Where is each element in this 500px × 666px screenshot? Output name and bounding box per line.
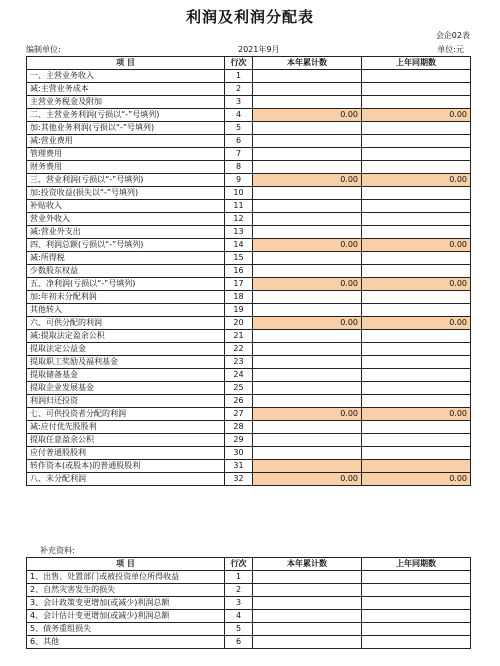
row-current-value xyxy=(253,343,362,356)
form-code: 会企02表 xyxy=(435,31,470,40)
row-current-value xyxy=(253,187,362,200)
row-prior-value xyxy=(362,343,471,356)
row-current-value xyxy=(253,226,362,239)
row-line-number: 5 xyxy=(225,122,253,135)
row-prior-value xyxy=(362,395,471,408)
row-current-value xyxy=(253,161,362,174)
table-row xyxy=(27,135,471,148)
table-row xyxy=(27,252,471,265)
row-current-value xyxy=(253,83,362,96)
table-row xyxy=(27,584,471,597)
row-line-number: 11 xyxy=(225,200,253,213)
row-label: 应付普通股股利 xyxy=(27,447,225,460)
row-line-number: 3 xyxy=(225,96,253,109)
row-label: 减:提取法定盈余公积 xyxy=(27,330,225,343)
row-label: 提取任意盈余公积 xyxy=(27,434,225,447)
row-line-number: 5 xyxy=(225,623,253,636)
preparing-unit-label: 编制单位: xyxy=(26,45,61,54)
row-label: 加:投资收益(损失以“-”号填列) xyxy=(27,187,225,200)
table-row xyxy=(27,623,471,636)
row-label: 2、自然灾害发生的损失 xyxy=(27,584,225,597)
table-row xyxy=(27,304,471,317)
row-label: 主营业务税金及附加 xyxy=(27,96,225,109)
row-line-number: 30 xyxy=(225,447,253,460)
row-current-value: 0.00 xyxy=(253,473,362,486)
row-current-value xyxy=(253,571,362,584)
table-row xyxy=(27,70,471,83)
report-period: 2021年9月 xyxy=(238,45,280,54)
row-prior-value xyxy=(362,96,471,109)
row-label: 6、其他 xyxy=(27,636,225,649)
row-current-value: 0.00 xyxy=(253,239,362,252)
row-label: 三、营业利润(亏损以“-”号填列) xyxy=(27,174,225,187)
row-line-number: 4 xyxy=(225,610,253,623)
row-label: 提取储备基金 xyxy=(27,369,225,382)
main-header-row xyxy=(27,57,471,70)
row-current-value: 0.00 xyxy=(253,317,362,330)
row-current-value xyxy=(253,96,362,109)
row-label: 八、未分配利润 xyxy=(27,473,225,486)
row-prior-value: 0.00 xyxy=(362,317,471,330)
row-prior-value xyxy=(362,70,471,83)
report-title: 利润及利润分配表 xyxy=(185,8,314,26)
table-row xyxy=(27,460,471,473)
row-prior-value xyxy=(362,447,471,460)
table-row xyxy=(27,187,471,200)
row-label: 其他转入 xyxy=(27,304,225,317)
row-prior-value xyxy=(362,265,471,278)
table-row xyxy=(27,369,471,382)
row-prior-value xyxy=(362,623,471,636)
table-row xyxy=(27,174,471,187)
row-prior-value xyxy=(362,382,471,395)
main-table xyxy=(26,56,471,486)
row-prior-value: 0.00 xyxy=(362,239,471,252)
row-line-number: 27 xyxy=(225,408,253,421)
row-current-value: 0.00 xyxy=(253,109,362,122)
table-row xyxy=(27,434,471,447)
row-label: 转作资本(或股本)的普通股股利 xyxy=(27,460,225,473)
table-row xyxy=(27,408,471,421)
row-line-number: 6 xyxy=(225,135,253,148)
supplement-table xyxy=(26,557,471,649)
table-row xyxy=(27,226,471,239)
row-prior-value xyxy=(362,636,471,649)
row-current-value xyxy=(253,460,362,473)
row-current-value xyxy=(253,636,362,649)
row-prior-value xyxy=(362,610,471,623)
row-label: 5、债务重组损失 xyxy=(27,623,225,636)
table-row xyxy=(27,239,471,252)
row-line-number: 2 xyxy=(225,584,253,597)
row-line-number: 23 xyxy=(225,356,253,369)
table-row xyxy=(27,96,471,109)
row-current-value xyxy=(253,623,362,636)
row-current-value xyxy=(253,200,362,213)
supp-header-line: 行次 xyxy=(225,558,253,571)
supplement-header-row xyxy=(27,558,471,571)
row-line-number: 8 xyxy=(225,161,253,174)
row-line-number: 7 xyxy=(225,148,253,161)
row-prior-value xyxy=(362,597,471,610)
table-row xyxy=(27,265,471,278)
row-label: 七、可供投资者分配的利润 xyxy=(27,408,225,421)
row-current-value xyxy=(253,148,362,161)
row-line-number: 17 xyxy=(225,278,253,291)
row-prior-value: 0.00 xyxy=(362,408,471,421)
header-current: 本年累计数 xyxy=(253,57,362,70)
table-row xyxy=(27,636,471,649)
row-current-value: 0.00 xyxy=(253,174,362,187)
row-prior-value xyxy=(362,330,471,343)
row-label: 四、利润总额(亏损以“-”号填列) xyxy=(27,239,225,252)
row-label: 减:主营业务成本 xyxy=(27,83,225,96)
row-line-number: 4 xyxy=(225,109,253,122)
row-prior-value xyxy=(362,304,471,317)
row-line-number: 28 xyxy=(225,421,253,434)
row-line-number: 25 xyxy=(225,382,253,395)
row-line-number: 21 xyxy=(225,330,253,343)
row-label: 六、可供分配的利润 xyxy=(27,317,225,330)
row-label: 补贴收入 xyxy=(27,200,225,213)
table-row xyxy=(27,109,471,122)
row-prior-value xyxy=(362,369,471,382)
row-prior-value xyxy=(362,226,471,239)
row-line-number: 19 xyxy=(225,304,253,317)
row-prior-value xyxy=(362,122,471,135)
row-prior-value xyxy=(362,213,471,226)
row-label: 3、会计政策变更增加(或减少)利润总额 xyxy=(27,597,225,610)
row-label: 管理费用 xyxy=(27,148,225,161)
supp-header-prior: 上年同期数 xyxy=(362,558,471,571)
row-prior-value xyxy=(362,252,471,265)
row-current-value xyxy=(253,252,362,265)
table-row xyxy=(27,382,471,395)
supp-header-item: 项 目 xyxy=(27,558,225,571)
table-row xyxy=(27,447,471,460)
row-line-number: 31 xyxy=(225,460,253,473)
row-line-number: 26 xyxy=(225,395,253,408)
header-prior: 上年同期数 xyxy=(362,57,471,70)
row-line-number: 6 xyxy=(225,636,253,649)
row-prior-value xyxy=(362,421,471,434)
table-row xyxy=(27,278,471,291)
row-prior-value xyxy=(362,187,471,200)
row-prior-value xyxy=(362,148,471,161)
row-label: 少数股东权益 xyxy=(27,265,225,278)
row-current-value xyxy=(253,610,362,623)
row-label: 提取职工奖励及福利基金 xyxy=(27,356,225,369)
row-prior-value xyxy=(362,434,471,447)
table-row xyxy=(27,317,471,330)
row-label: 提取企业发展基金 xyxy=(27,382,225,395)
row-current-value xyxy=(253,213,362,226)
supplement-title: 补充资料: xyxy=(40,546,75,555)
table-row xyxy=(27,395,471,408)
row-current-value xyxy=(253,447,362,460)
row-current-value xyxy=(253,304,362,317)
row-prior-value xyxy=(362,200,471,213)
row-prior-value xyxy=(362,291,471,304)
row-prior-value xyxy=(362,356,471,369)
row-current-value xyxy=(253,434,362,447)
row-current-value xyxy=(253,597,362,610)
row-label: 营业外收入 xyxy=(27,213,225,226)
row-label: 加:其他业务利润(亏损以“-”号填列) xyxy=(27,122,225,135)
row-label: 五、净利润(亏损以“-”号填列) xyxy=(27,278,225,291)
row-label: 财务费用 xyxy=(27,161,225,174)
table-row xyxy=(27,473,471,486)
row-label: 利润归还投资 xyxy=(27,395,225,408)
row-prior-value: 0.00 xyxy=(362,473,471,486)
row-line-number: 13 xyxy=(225,226,253,239)
row-prior-value xyxy=(362,460,471,473)
table-row xyxy=(27,291,471,304)
table-row xyxy=(27,597,471,610)
table-row xyxy=(27,161,471,174)
row-line-number: 18 xyxy=(225,291,253,304)
row-line-number: 22 xyxy=(225,343,253,356)
table-row xyxy=(27,148,471,161)
row-line-number: 20 xyxy=(225,317,253,330)
row-label: 4、会计估计变更增加(或减少)利润总额 xyxy=(27,610,225,623)
row-line-number: 3 xyxy=(225,597,253,610)
table-row xyxy=(27,200,471,213)
table-row xyxy=(27,421,471,434)
row-label: 提取法定公益金 xyxy=(27,343,225,356)
row-current-value: 0.00 xyxy=(253,408,362,421)
row-label: 减:应付优先股股利 xyxy=(27,421,225,434)
report-meta xyxy=(26,44,470,56)
header-item: 项 目 xyxy=(27,57,225,70)
row-current-value xyxy=(253,70,362,83)
row-current-value xyxy=(253,584,362,597)
row-current-value xyxy=(253,135,362,148)
row-prior-value: 0.00 xyxy=(362,174,471,187)
row-line-number: 10 xyxy=(225,187,253,200)
row-label: 加:年初未分配利润 xyxy=(27,291,225,304)
table-row xyxy=(27,213,471,226)
supp-header-current: 本年累计数 xyxy=(253,558,362,571)
row-label: 减:营业费用 xyxy=(27,135,225,148)
row-line-number: 16 xyxy=(225,265,253,278)
row-prior-value xyxy=(362,83,471,96)
table-row xyxy=(27,356,471,369)
row-label: 1、出售、处置部门或被投资单位所得收益 xyxy=(27,571,225,584)
row-line-number: 15 xyxy=(225,252,253,265)
row-current-value: 0.00 xyxy=(253,278,362,291)
row-label: 减:营业外支出 xyxy=(27,226,225,239)
row-current-value xyxy=(253,382,362,395)
row-label: 一、主营业务收入 xyxy=(27,70,225,83)
row-prior-value: 0.00 xyxy=(362,109,471,122)
row-line-number: 14 xyxy=(225,239,253,252)
table-row xyxy=(27,122,471,135)
row-prior-value xyxy=(362,584,471,597)
row-current-value xyxy=(253,291,362,304)
row-line-number: 12 xyxy=(225,213,253,226)
row-current-value xyxy=(253,122,362,135)
row-current-value xyxy=(253,369,362,382)
table-row xyxy=(27,571,471,584)
row-line-number: 32 xyxy=(225,473,253,486)
table-row xyxy=(27,83,471,96)
currency-unit: 单位:元 xyxy=(437,45,464,54)
row-line-number: 24 xyxy=(225,369,253,382)
row-label: 二、主营业务利润(亏损以“-”号填列) xyxy=(27,109,225,122)
row-current-value xyxy=(253,421,362,434)
row-line-number: 1 xyxy=(225,571,253,584)
row-current-value xyxy=(253,330,362,343)
row-label: 减:所得税 xyxy=(27,252,225,265)
header-line: 行次 xyxy=(225,57,253,70)
row-line-number: 1 xyxy=(225,70,253,83)
row-line-number: 29 xyxy=(225,434,253,447)
row-line-number: 9 xyxy=(225,174,253,187)
table-row xyxy=(27,343,471,356)
row-prior-value xyxy=(362,161,471,174)
row-current-value xyxy=(253,265,362,278)
row-current-value xyxy=(253,356,362,369)
row-prior-value: 0.00 xyxy=(362,278,471,291)
table-row xyxy=(27,330,471,343)
table-row xyxy=(27,610,471,623)
row-prior-value xyxy=(362,571,471,584)
row-current-value xyxy=(253,395,362,408)
row-prior-value xyxy=(362,135,471,148)
row-line-number: 2 xyxy=(225,83,253,96)
